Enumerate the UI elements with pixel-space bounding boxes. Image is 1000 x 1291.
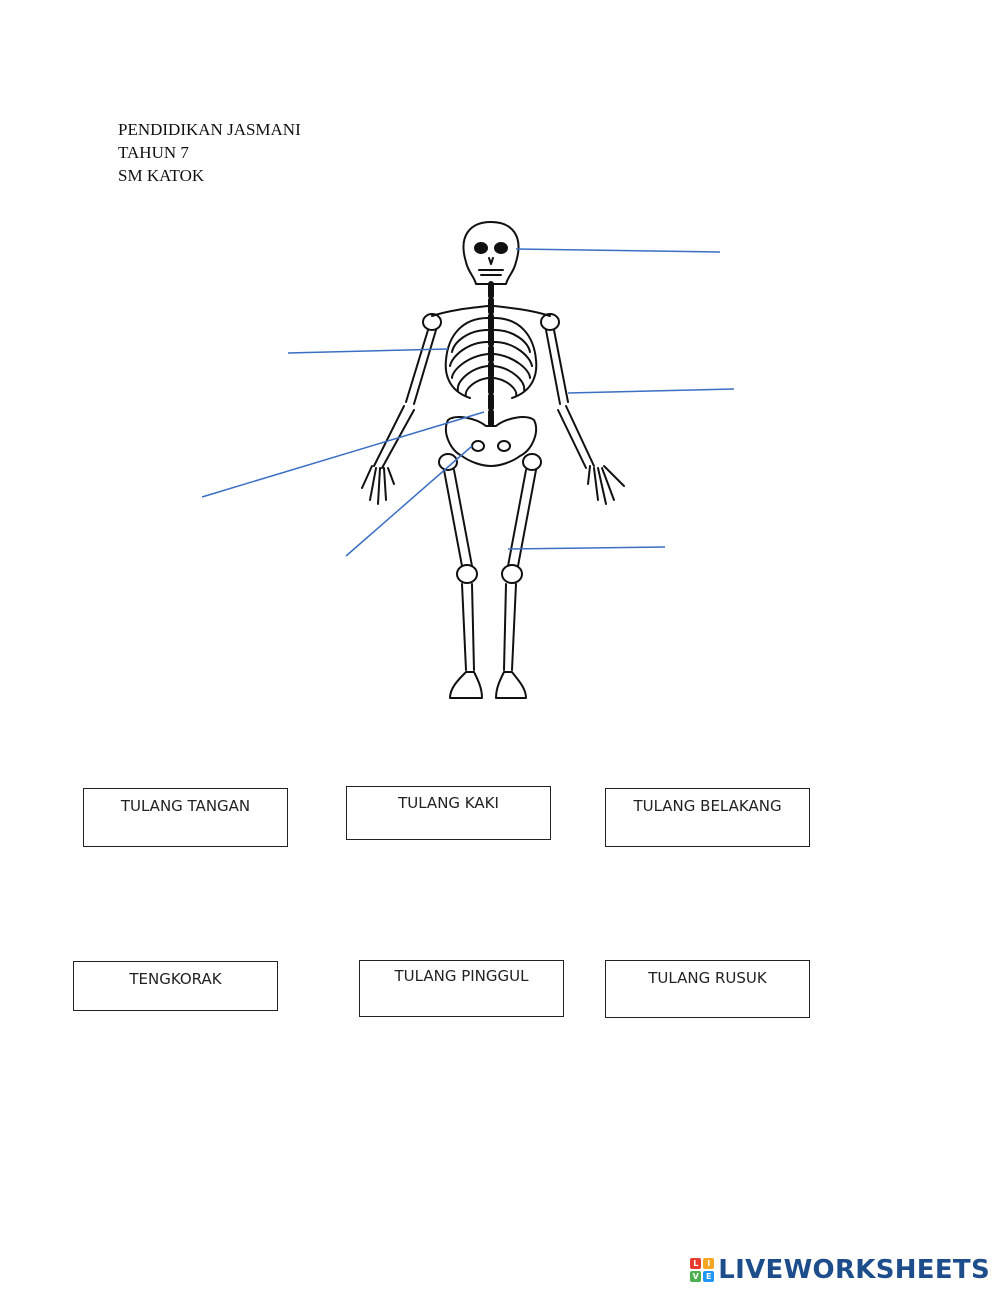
logo-letter: I: [703, 1258, 714, 1269]
leader-line-arm: [568, 389, 734, 393]
subject-title: PENDIDIKAN JASMANI: [118, 120, 301, 139]
label-card-tulang-rusuk[interactable]: TULANG RUSUK: [605, 960, 810, 1018]
label-card-tulang-kaki[interactable]: TULANG KAKI: [346, 786, 551, 840]
label-card-tulang-tangan[interactable]: TULANG TANGAN: [83, 788, 288, 847]
logo-letter: V: [690, 1271, 701, 1282]
leader-line-spine: [202, 412, 484, 497]
label-card-tengkorak[interactable]: TENGKORAK: [73, 961, 278, 1011]
brand-name: LIVEWORKSHEETS: [718, 1255, 990, 1285]
leader-line-skull: [516, 249, 720, 252]
logo-letter: E: [703, 1271, 714, 1282]
leader-lines: [202, 249, 734, 556]
leader-line-ribs: [288, 349, 448, 353]
logo-letter: L: [690, 1258, 701, 1269]
school-label: SM KATOK: [118, 166, 205, 185]
label-card-tulang-belakang[interactable]: TULANG BELAKANG: [605, 788, 810, 847]
liveworksheets-logo-icon: [690, 1258, 714, 1282]
year-label: TAHUN 7: [118, 143, 189, 162]
label-card-tulang-pinggul[interactable]: TULANG PINGGUL: [359, 960, 564, 1017]
leader-line-pelvis: [346, 446, 472, 556]
leader-line-leg: [508, 547, 665, 549]
liveworksheets-brand[interactable]: [690, 1255, 990, 1285]
human-skeleton-icon: [362, 222, 624, 698]
